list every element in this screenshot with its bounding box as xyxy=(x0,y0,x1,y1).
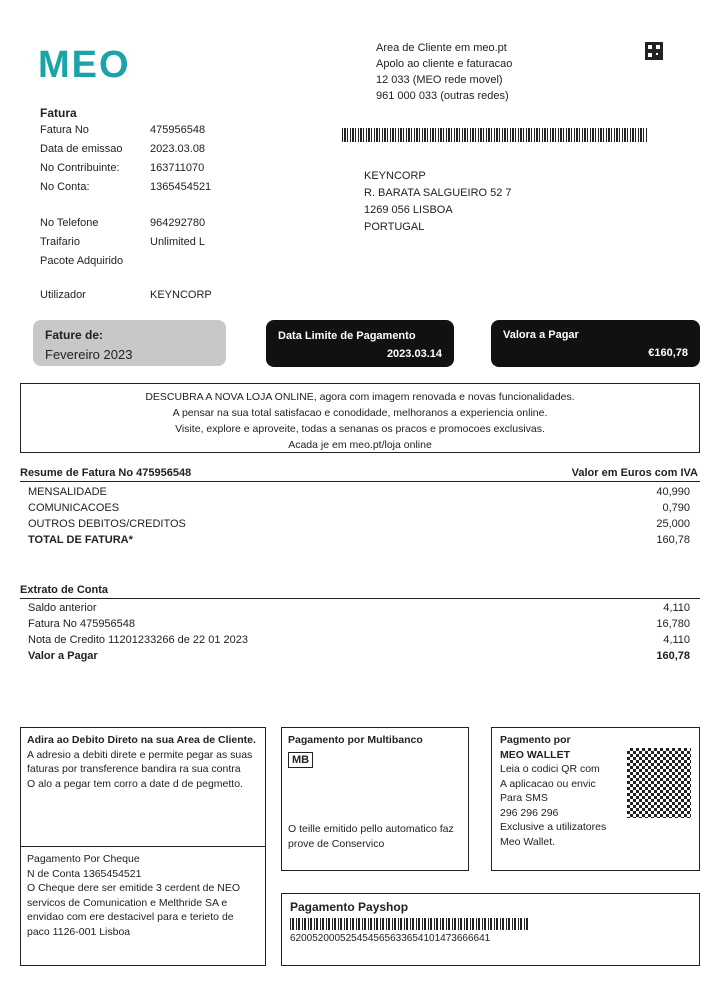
wallet-line: Meo Wallet. xyxy=(500,835,556,848)
address-line: KEYNCORP xyxy=(364,170,426,182)
row-value: 16,780 xyxy=(656,618,690,630)
direct-debit-box xyxy=(20,727,266,847)
extrato-title: Extrato de Conta xyxy=(20,584,109,596)
payshop-title: Pagamento Payshop xyxy=(290,900,409,914)
amount-box xyxy=(491,320,700,367)
row-label: COMUNICACOES xyxy=(28,502,120,514)
cheque-title: Pagamento Por Cheque xyxy=(27,853,140,865)
info-key: Traifario xyxy=(40,236,80,248)
payshop-box xyxy=(281,893,700,966)
wallet-line: A aplicacao ou envic xyxy=(500,777,596,790)
qr-code-icon xyxy=(627,748,691,818)
period-label: Fature de: xyxy=(45,328,104,342)
row-value: 4,110 xyxy=(663,602,690,614)
row-label: TOTAL DE FATURA* xyxy=(28,534,133,546)
promo-line: Acada je em meo.pt/loja online xyxy=(288,439,432,451)
amount-value: €160,78 xyxy=(648,347,688,359)
wallet-line: Leia o codici QR com xyxy=(500,763,600,775)
row-value: 4,110 xyxy=(663,634,690,646)
row-value: 160,78 xyxy=(656,650,690,662)
wallet-line: Para SMS xyxy=(500,792,548,804)
info-key: Utilizador xyxy=(40,289,86,301)
row-label: OUTROS DEBITOS/CREDITOS xyxy=(28,518,186,530)
deadline-box xyxy=(266,320,454,367)
extrato-row xyxy=(28,632,690,648)
address-line: R. BARATA SALGUEIRO 52 7 xyxy=(364,187,512,199)
info-key: Pacote Adquirido xyxy=(40,255,124,267)
info-key: Fatura No xyxy=(40,124,89,136)
resume-total-row xyxy=(28,532,690,548)
info-value: 2023.03.08 xyxy=(150,143,206,155)
row-value: 40,990 xyxy=(656,486,690,498)
info-value: 163711070 xyxy=(150,162,205,174)
extrato-total-row xyxy=(28,648,690,664)
promo-line: A pensar na sua total satisfacao e conodidade, melhoranos a experiencia online. xyxy=(172,407,548,419)
row-value: 25,000 xyxy=(656,518,690,530)
contact-line: 961 000 033 (outras redes) xyxy=(376,90,509,102)
debit-text: A adresio a debiti direte e permite pegar as suas faturas por transference bandira ra sua contra xyxy=(27,748,253,775)
info-value: Unlimited L xyxy=(150,236,206,248)
contact-block xyxy=(376,40,512,104)
plan-info xyxy=(40,214,205,271)
resume-header xyxy=(20,467,700,482)
wallet-line: 296 296 296 xyxy=(500,806,559,819)
resume-row xyxy=(28,484,690,500)
recipient-address xyxy=(364,168,512,236)
multibanco-text: O teille emitido pello automatico faz prove de Conservico xyxy=(288,823,454,850)
info-value: KEYNCORP xyxy=(150,289,212,301)
invoice-info xyxy=(40,121,211,197)
multibanco-title: Pagamento por Multibanco xyxy=(288,734,423,746)
address-line: PORTUGAL xyxy=(364,221,425,233)
resume-currency-label: Valor em Euros com IVA xyxy=(571,467,698,479)
qr-mini-icon xyxy=(645,42,663,60)
cheque-box xyxy=(20,846,266,966)
cheque-account: N de Conta 1365454521 xyxy=(27,867,142,880)
info-value: 475956548 xyxy=(150,124,206,136)
extrato-lines xyxy=(28,600,690,664)
invoice-period-box xyxy=(33,320,226,366)
multibanco-logo: MB xyxy=(288,752,313,769)
extrato-row xyxy=(28,616,690,632)
info-key: No Contribuinte: xyxy=(40,162,120,174)
contact-line: Area de Cliente em meo.pt xyxy=(376,42,507,54)
payshop-code: 620052000525454565633654101473666641 xyxy=(290,933,491,944)
resume-row xyxy=(28,516,690,532)
meo-logo: MEO xyxy=(38,44,131,86)
row-value: 0,790 xyxy=(662,502,690,514)
row-label: Valor a Pagar xyxy=(28,650,98,662)
user-info xyxy=(40,286,212,305)
deadline-label: Data Limite de Pagamento xyxy=(278,330,416,342)
debit-text-2: O alo a pegar tem corro a date d de pegmetto. xyxy=(27,777,243,790)
row-label: Nota de Credito 11201233266 de 22 01 2023 xyxy=(28,634,248,646)
invoice-title: Fatura xyxy=(40,106,77,120)
row-label: Saldo anterior xyxy=(28,602,97,614)
payshop-barcode xyxy=(290,918,530,930)
extrato-header xyxy=(20,584,700,599)
info-key: No Telefone xyxy=(40,217,99,229)
meo-wallet-box xyxy=(491,727,700,871)
contact-line: Apolo ao cliente e faturacao xyxy=(376,58,513,70)
resume-lines xyxy=(28,484,690,548)
contact-line: 12 033 (MEO rede movel) xyxy=(376,74,503,86)
address-line: 1269 056 LISBOA xyxy=(364,204,453,216)
resume-title: Resume de Fatura No 475956548 xyxy=(20,467,192,479)
deadline-value: 2023.03.14 xyxy=(386,348,442,360)
promo-banner xyxy=(20,383,700,453)
promo-line: Visite, explore e aproveite, todas a senanas os pracos e promocoes exclusivas. xyxy=(175,423,545,435)
wallet-title: Pagmento por xyxy=(500,734,571,746)
resume-row xyxy=(28,500,690,516)
multibanco-box xyxy=(281,727,469,871)
amount-label: Valora a Pagar xyxy=(503,329,579,341)
debit-title: Adira ao Debito Direto na sua Area de Cliente. xyxy=(27,734,256,746)
wallet-line: Exclusive a utilizatores xyxy=(500,821,607,833)
row-label: MENSALIDADE xyxy=(28,486,107,498)
info-key: No Conta: xyxy=(40,181,90,193)
row-label: Fatura No 475956548 xyxy=(28,618,136,630)
barcode xyxy=(342,128,648,142)
info-value: 1365454521 xyxy=(150,181,212,193)
period-value: Fevereiro 2023 xyxy=(45,347,133,362)
info-key: Data de emissao xyxy=(40,143,123,155)
row-value: 160,78 xyxy=(656,534,690,546)
promo-line: DESCUBRA A NOVA LOJA ONLINE, agora com imagem renovada e novas funcionalidades. xyxy=(145,391,575,403)
extrato-row xyxy=(28,600,690,616)
info-value: 964292780 xyxy=(150,217,206,229)
cheque-text: O Cheque dere ser emitide 3 cerdent de NEO servicos de Comunication e Melthride SA e envidao com ere destacivel para e terieto de paco 1126-001 Lisboa xyxy=(27,882,241,938)
wallet-brand: MEO WALLET xyxy=(500,748,570,761)
